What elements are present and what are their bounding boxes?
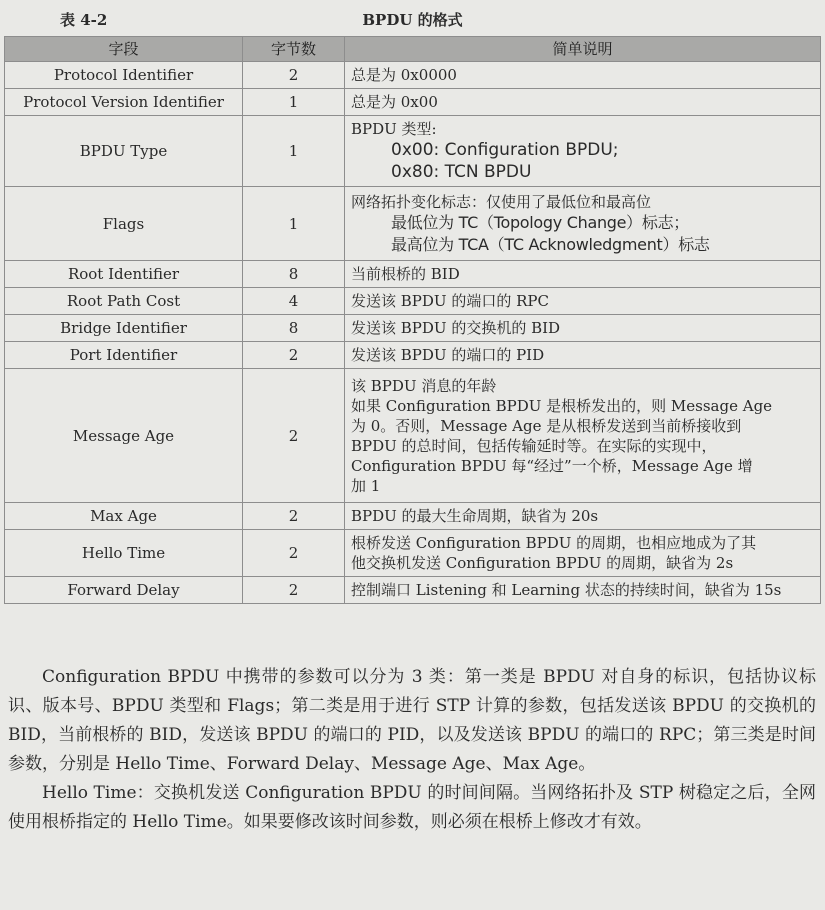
paragraph: Hello Time：交换机发送 Configuration BPDU 的时间间隔。当网络拓扑及 STP 树稳定之后，全网使用根桥指定的 Hello Time。如果要修改该时间参数，则必须在根桥上修改才有效。 <box>8 783 816 832</box>
table-row <box>5 187 821 261</box>
description-cell <box>345 503 821 530</box>
description-line: 发送该 BPDU 的交换机的 BID <box>351 319 561 337</box>
byte-count-cell: 1 <box>243 187 345 261</box>
description-line: 发送该 BPDU 的端口的 RPC <box>351 292 549 310</box>
description-line: BPDU 的总时间，包括传输延时等。在实际的实现中， <box>351 436 717 455</box>
description-cell <box>345 315 821 342</box>
description-subline: 0x00: Configuration BPDU; <box>391 140 619 160</box>
field-name-cell: Protocol Version Identifier <box>5 89 243 116</box>
table-header-row <box>5 37 821 62</box>
paragraph: Configuration BPDU 中携带的参数可以分为 3 类：第一类是 BPDU 对自身的标识，包括协议标识、版本号、BPDU 类型和 Flags；第二类是用于进行 STP 计算的参数，包括发送该 BPDU 的交换机的 BID，当前根桥的 BID，发送该 BPDU 的端口的 PID，以及发送该 BPDU 的端口的 RPC；第三类是时间参数，分别是 Hello Time、Forward Delay、Message Age、Max Age。 <box>8 667 816 774</box>
field-name-cell: Flags <box>5 187 243 261</box>
description-line: 网络拓扑变化标志：仅使用了最低位和最高位 <box>351 192 652 211</box>
table-row <box>5 116 821 187</box>
description-cell <box>345 288 821 315</box>
description-line: 如果 Configuration BPDU 是根桥发出的，则 Message Age <box>351 396 773 415</box>
description-line: 总是为 0x0000 <box>351 66 457 84</box>
table-row <box>5 530 821 577</box>
table-caption <box>0 0 825 36</box>
byte-count-cell: 2 <box>243 62 345 89</box>
field-name-cell: Message Age <box>5 369 243 503</box>
table-row <box>5 62 821 89</box>
description-subline: 最低位为 TC（Topology Change）标志； <box>391 212 689 232</box>
description-line: BPDU 类型: <box>351 120 437 138</box>
description-cell <box>345 530 821 577</box>
description-line: BPDU 的最大生命周期，缺省为 20s <box>351 507 599 525</box>
byte-count-cell: 2 <box>243 530 345 577</box>
header-bytes: 字节数 <box>243 37 345 62</box>
description-cell <box>345 116 821 187</box>
field-name-cell: Bridge Identifier <box>5 315 243 342</box>
description-line: 他交换机发送 Configuration BPDU 的周期，缺省为 2s <box>351 554 734 572</box>
field-name-cell: Root Identifier <box>5 261 243 288</box>
description-line: 该 BPDU 消息的年龄 <box>351 376 497 395</box>
field-name-cell: Root Path Cost <box>5 288 243 315</box>
byte-count-cell: 8 <box>243 315 345 342</box>
table-title: BPDU 的格式 <box>362 11 463 29</box>
header-description: 简单说明 <box>345 37 821 62</box>
description-cell <box>345 62 821 89</box>
field-name-cell: Hello Time <box>5 530 243 577</box>
byte-count-cell: 2 <box>243 577 345 604</box>
table-row <box>5 89 821 116</box>
table-row <box>5 369 821 503</box>
header-field: 字段 <box>5 37 243 62</box>
description-line: 控制端口 Listening 和 Learning 状态的持续时间，缺省为 15s <box>351 581 782 599</box>
table-row <box>5 315 821 342</box>
description-line: 根桥发送 Configuration BPDU 的周期，也相应地成为了其 <box>351 534 757 552</box>
description-line: 当前根桥的 BID <box>351 265 460 283</box>
byte-count-cell: 2 <box>243 342 345 369</box>
field-name-cell: Forward Delay <box>5 577 243 604</box>
table-row <box>5 577 821 604</box>
table-row <box>5 503 821 530</box>
description-line: 总是为 0x00 <box>351 93 438 111</box>
description-cell <box>345 577 821 604</box>
bpdu-format-table <box>4 36 821 604</box>
field-name-cell: BPDU Type <box>5 116 243 187</box>
body-text <box>8 663 816 837</box>
field-name-cell: Port Identifier <box>5 342 243 369</box>
description-line: Configuration BPDU 每“经过”一个桥，Message Age 增 <box>351 456 753 475</box>
byte-count-cell: 1 <box>243 116 345 187</box>
description-line: 发送该 BPDU 的端口的 PID <box>351 346 545 364</box>
description-subline: 最高位为 TCA（TC Acknowledgment）标志 <box>391 234 710 254</box>
table-row <box>5 342 821 369</box>
description-line: 加 1 <box>351 476 381 495</box>
description-cell <box>345 342 821 369</box>
description-subline: 0x80: TCN BPDU <box>391 162 532 182</box>
description-cell <box>345 187 821 261</box>
description-line: 为 0。否则，Message Age 是从根桥发送到当前桥接收到 <box>351 416 742 435</box>
table-row <box>5 261 821 288</box>
byte-count-cell: 2 <box>243 503 345 530</box>
table-row <box>5 288 821 315</box>
field-name-cell: Max Age <box>5 503 243 530</box>
description-cell <box>345 369 821 503</box>
description-cell <box>345 261 821 288</box>
description-cell <box>345 89 821 116</box>
byte-count-cell: 2 <box>243 369 345 503</box>
byte-count-cell: 4 <box>243 288 345 315</box>
field-name-cell: Protocol Identifier <box>5 62 243 89</box>
table-number: 表 4-2 <box>60 11 108 29</box>
byte-count-cell: 1 <box>243 89 345 116</box>
byte-count-cell: 8 <box>243 261 345 288</box>
